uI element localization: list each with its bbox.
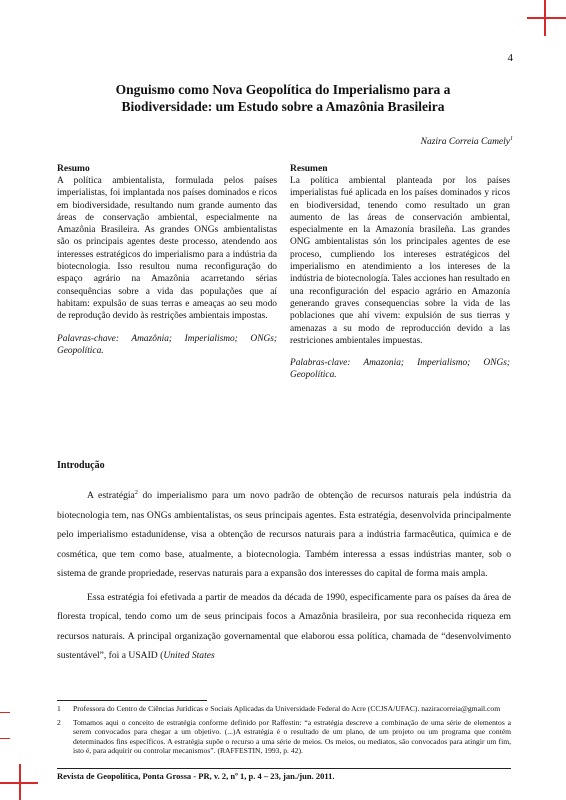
author-name: Nazira Correia Camely	[420, 137, 510, 148]
footnote-1	[57, 704, 511, 714]
intro-footnote-ref: 2	[134, 489, 138, 496]
footnote-2	[57, 718, 511, 756]
footnote-separator	[57, 700, 207, 701]
resumo-keywords: Palavras-chave: Amazônia; Imperialismo; ONGs; Geopolítica.	[57, 333, 277, 356]
author-line	[421, 136, 513, 147]
footnote-number: 1	[57, 704, 61, 713]
intro-p1-rest: do imperialismo para um novo padrão de obtenção de recursos naturais pela indústria da biotecnologia tem, nas ONGs ambientalistas, os seus principais agentes. Esta estratégia, desenvolvida principalmente pelo imperialismo estadunidense, visa a obtenção de recursos naturais para a indústria farmacêutica, química e de cosmética, que tem como base, atualmente, a biotecnologia. Também interessa a essas indústrias manter, sob o sistema de grande propriedade, reservas naturais para a expansão dos interesses do capital de forma mais ampla.	[57, 490, 511, 579]
intro-paragraph-1	[57, 486, 511, 584]
red-tick-left-1	[0, 712, 10, 713]
red-border-mark-bottom-left-horizontal	[0, 782, 38, 784]
page-number: 4	[507, 52, 513, 64]
red-border-mark-top-right-horizontal	[527, 17, 566, 19]
title-line-1: Onguismo como Nova Geopolítica do Imperialismo para a	[115, 82, 451, 97]
intro-p2-italic: United States	[163, 650, 215, 661]
resumen-column	[290, 163, 510, 382]
intro-p1-start: A estratégia	[87, 490, 135, 501]
author-footnote-ref: 1	[510, 136, 513, 142]
resumen-text: La política ambiental planteada por los países imperialistas fué aplicada en los países dominados y ricos en biodiversidad, tenendo como resultado un gran aumento de las áreas de conservación ambiental, especialmente en la Amazonía brasileña. Las grandes ONG ambientalistas són los principales agentes de ese proceso, cumpliendo los intereses estratégicos del imperialismo en atendimiento a los intereses de la indústria de biotecnología. Tales acciones han resultado en una reconfiguración del espacio agrário en Amazonía generando graves consequencias sobre la vida de las poblaciones que ahí vivem: expulsión de sus tierras y amenazas a su modo de reproducción devido a las restriciones ambientales impuestas.	[290, 176, 510, 346]
introducao-body	[57, 486, 511, 666]
introducao-heading: Introdução	[57, 460, 105, 471]
resumo-heading: Resumo	[57, 164, 90, 174]
footnote-text: Professora do Centro de Ciências Jurídicas e Sociais Aplicadas da Universidade Federal do Acre (CCJSA/UFAC). naziracorreia@gmail.com	[73, 704, 501, 713]
footnote-text: Tomamos aqui o conceito de estratégia conforme definido por Raffestin: “a estratégia descreve a combinação de uma série de elementos a serem convocados para chegar a um objetivo. (...)A estratégia é o resultado de um plano, de um projeto ou um programa que contém determinados fins específicos. A estratégia supõe o recurso a uma série de meios. Os meios, ou mediatos, são convocados para atingir um fim, isto é, para adquirir ou controlar mecanismos”. (RAFFESTIN, 1993, p. 42).	[73, 717, 511, 756]
intro-paragraph-2	[57, 588, 511, 666]
journal-footer: Revista de Geopolítica, Ponta Grossa - PR, v. 2, nº 1, p. 4 – 23, jan./jun. 2011.	[57, 771, 335, 781]
intro-p2-text: Essa estratégia foi efetivada a partir de meados da década de 1990, especificamente para os países da área de floresta tropical, tendo como um de seus principais focos a Amazônia brasileira, por sua reconhecida riqueza em recursos naturais. A principal organização governamental que elaborou essa política, chamada de “desenvolvimento sustentável”, foi a USAID (	[57, 591, 511, 661]
resumen-keywords: Palabras-clave: Amazonia; Imperialismo; ONGs; Geopolítica.	[290, 358, 510, 381]
footnote-number: 2	[57, 717, 61, 727]
title-line-2: Biodiversidade: um Estudo sobre a Amazônia Brasileira	[121, 99, 445, 114]
red-tick-left-2	[0, 738, 10, 739]
resumen-heading: Resumen	[290, 164, 328, 174]
footnotes	[57, 704, 511, 760]
resumo-column	[57, 163, 277, 357]
resumo-text: A política ambientalista, formulada pelos países imperialistas, foi implantada nos países dominados e ricos em biodiversidade, resultando num grande aumento das áreas de conservação ambiental, especialmente na Amazônia Brasileira. As grandes ONGs ambientalistas são os principais agentes deste processo, atendendo aos interesses estratégicos do imperialismo para a indústria da biotecnologia. Isso resultou numa reconfiguração do espaço agrário na Amazônia acarretando sérias consequências sobre a vida das populações que aí habitam: expulsão de suas terras e ameaças ao seu modo de reprodução devido às restrições ambientais impostas.	[57, 176, 277, 322]
footer-rule	[57, 768, 511, 769]
article-title	[60, 81, 506, 115]
